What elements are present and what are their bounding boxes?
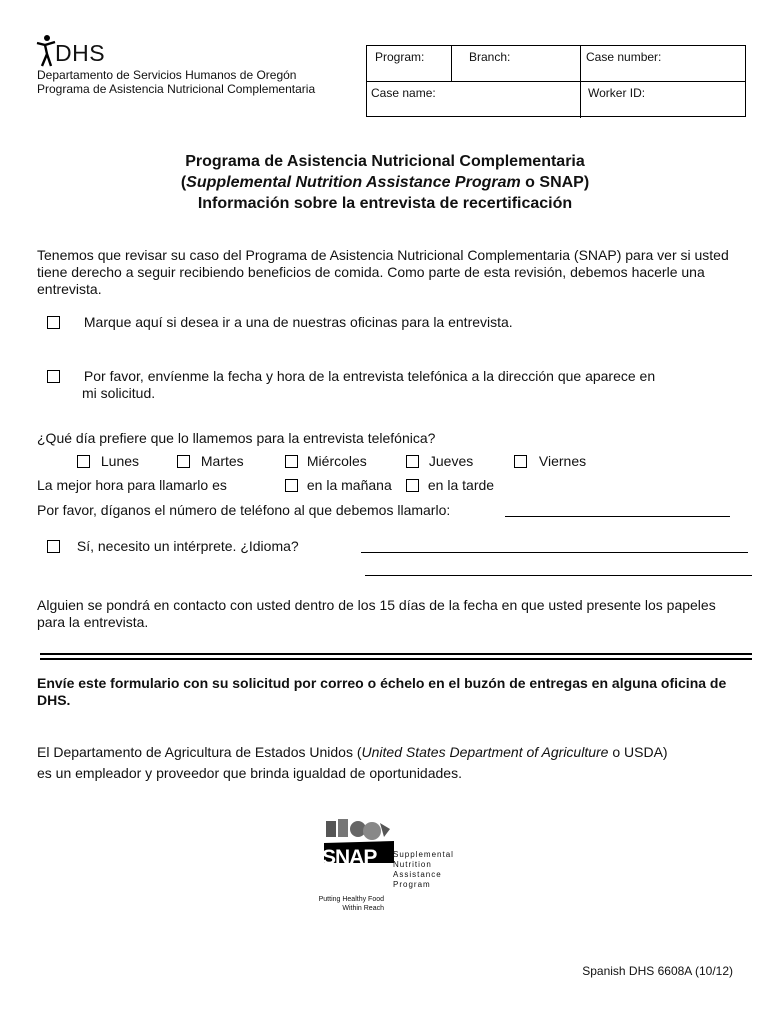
send-instructions: Envíe este formulario con su solicitud por correo o échelo en el buzón de entregas en alguna oficina de DHS. — [37, 675, 727, 708]
morning-label: en la mañana — [306, 477, 392, 493]
divider-line — [40, 653, 752, 655]
usda-line-1: El Departamento de Agricultura de Estados Unidos (United States Department of Agriculture o USDA) — [37, 744, 668, 760]
person-figure-icon — [35, 34, 57, 68]
case-info-box — [366, 45, 746, 117]
day-option-monday[interactable] — [77, 453, 139, 470]
friday-checkbox[interactable] — [514, 455, 527, 468]
logo-text: DHS — [55, 40, 106, 66]
friday-label: Viernes — [538, 453, 587, 469]
worker-id-field[interactable]: Worker ID: — [588, 86, 646, 100]
department-name — [37, 68, 315, 96]
phone-label: Por favor, díganos el número de teléfono al que debemos llamarlo: — [37, 502, 451, 518]
afternoon-label: en la tarde — [427, 477, 495, 493]
office-option — [47, 314, 513, 331]
thursday-label: Jueves — [428, 453, 474, 469]
usda-line-2: es un empleador y proveedor que brinda igualdad de oportunidades. — [37, 765, 462, 781]
tuesday-label: Martes — [200, 453, 244, 469]
mail-option — [47, 368, 655, 385]
title-line-1: Programa de Asistencia Nutricional Complementaria — [185, 153, 585, 170]
time-option-afternoon[interactable] — [406, 477, 494, 494]
day-option-thursday[interactable] — [406, 453, 473, 470]
usda-statement — [37, 742, 737, 784]
program-field[interactable]: Program: — [375, 50, 425, 64]
form-number: Spanish DHS 6608A (10/12) — [582, 964, 733, 978]
title-line-2: (Supplemental Nutrition Assistance Program o SNAP) — [180, 174, 590, 191]
snap-tagline: Putting Healthy Food Within Reach — [318, 896, 384, 912]
interpreter-label: Sí, necesito un intérprete. ¿Idioma? — [76, 538, 299, 554]
tuesday-checkbox[interactable] — [177, 455, 190, 468]
time-option-morning[interactable] — [285, 477, 392, 494]
afternoon-checkbox[interactable] — [406, 479, 419, 492]
interpreter-checkbox[interactable] — [47, 540, 60, 553]
snap-wordmark: SNAP — [322, 846, 377, 869]
dept-line-1: Departamento de Servicios Humanos de Oregón — [37, 68, 297, 82]
contact-note: Alguien se pondrá en contacto con usted dentro de los 15 días de la fecha en que usted presente los papeles para la entrevista. — [37, 597, 716, 630]
thursday-checkbox[interactable] — [406, 455, 419, 468]
snap-side-text: Supplemental Nutrition Assistance Program — [393, 850, 454, 889]
day-question: ¿Qué día prefiere que lo llamemos para la entrevista telefónica? — [37, 430, 436, 446]
interpreter-option — [47, 538, 299, 555]
mail-option-label-1: Por favor, envíenme la fecha y hora de la entrevista telefónica a la dirección que aparece en — [83, 368, 656, 384]
office-option-label: Marque aquí si desea ir a una de nuestras oficinas para la entrevista. — [83, 314, 513, 330]
mail-checkbox[interactable] — [47, 370, 60, 383]
language-input-line-2[interactable] — [365, 561, 752, 576]
monday-checkbox[interactable] — [77, 455, 90, 468]
divider-line — [40, 658, 752, 660]
title-line-3: Información sobre la entrevista de recertificación — [197, 195, 573, 212]
intro-paragraph: Tenemos que revisar su caso del Programa de Asistencia Nutricional Complementaria (SNAP) para ver si usted tiene derecho a seguir recibiendo beneficios de comida. Como parte de esta revisión, debemos hacerle una entrevista. — [37, 247, 729, 297]
case-name-field[interactable]: Case name: — [371, 86, 436, 100]
dept-line-2: Programa de Asistencia Nutricional Complementaria — [37, 82, 316, 96]
office-checkbox[interactable] — [47, 316, 60, 329]
case-number-field[interactable]: Case number: — [586, 50, 662, 64]
phone-input-line[interactable] — [505, 502, 730, 517]
morning-checkbox[interactable] — [285, 479, 298, 492]
wednesday-checkbox[interactable] — [285, 455, 298, 468]
form-title — [0, 151, 770, 214]
day-option-tuesday[interactable] — [177, 453, 244, 470]
wednesday-label: Miércoles — [306, 453, 367, 469]
branch-field[interactable]: Branch: — [469, 50, 511, 64]
best-time-label: La mejor hora para llamarlo es — [37, 477, 227, 493]
day-option-wednesday[interactable] — [285, 453, 367, 470]
snap-logo — [314, 815, 464, 915]
mail-option-label-2: mi solicitud. — [82, 385, 156, 401]
monday-label: Lunes — [100, 453, 140, 469]
language-input-line-1[interactable] — [361, 538, 748, 553]
day-option-friday[interactable] — [514, 453, 586, 470]
